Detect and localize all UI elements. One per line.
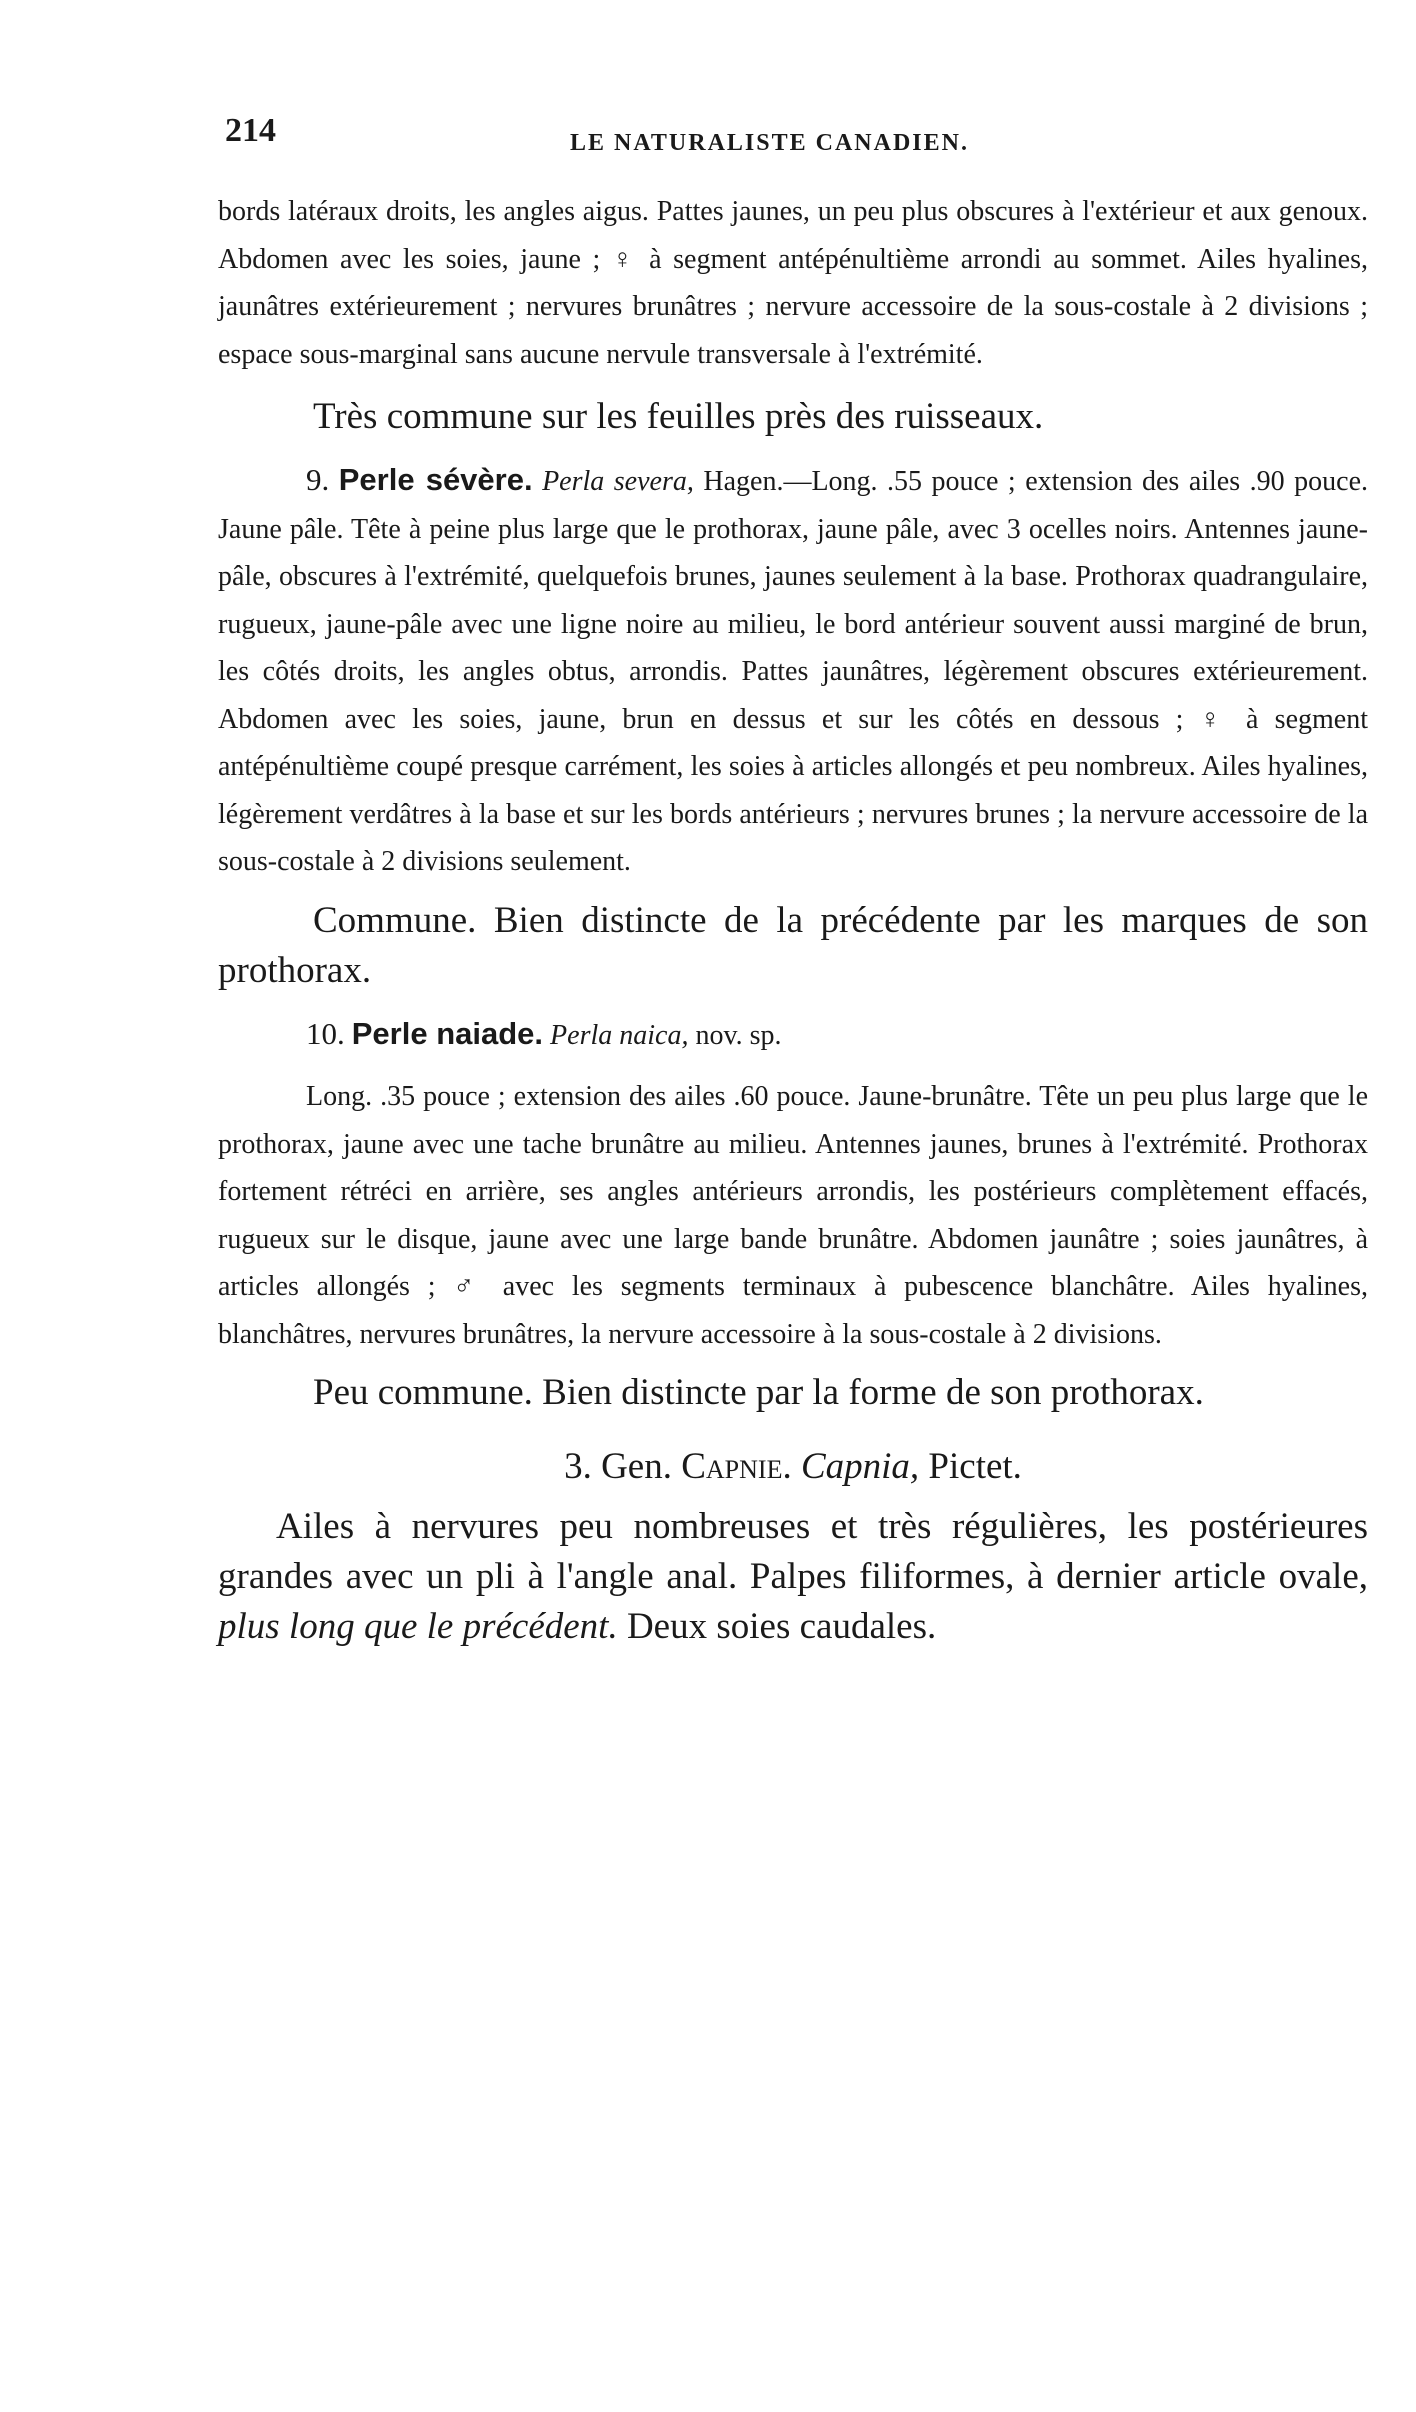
page-number: 214 [225,112,276,149]
species-description-10: Long. .35 pouce ; extension des ailes .60 pouce. Jaune-brunâtre. Tête un peu plus large que le prothorax, jaune avec une tache brunâtre au milieu. Antennes jaunes, brunes à l'extrémité. Prothorax fortement rétréci en arrière, ses angles antérieurs arrondis, les postérieurs complètement effacés, rugueux sur le disque, jaune avec une large bande brunâtre. Abdomen jaunâtre ; soies jaunâtres, à articles allongés ; ♂ avec les segments terminaux à pubescence blanchâtre. Ailes hyalines, blanchâtres, nervures brunâtres, la nervure accessoire à la sous-costale à 2 divisions. [218,1081,1368,1350]
genus-author: Pictet. [919,1446,1022,1487]
page-body [218,188,1368,1652]
species-status: nov. sp. [688,1019,782,1051]
habitat-note-8: Très commune sur les feuilles près des ruisseaux. [313,396,1044,437]
latin-name: Perla severa, [542,466,694,497]
species-entry-9 [218,456,1368,886]
running-title: LE NATURALISTE CANADIEN. [570,130,969,156]
genus-description-tail: Deux soies caudales. [617,1606,937,1647]
species-name: Perle naiade. [351,1015,544,1051]
genus-prefix: 3. Gen. [564,1446,672,1487]
species-name: Perle sévère. [338,462,533,497]
paragraph-continuation: bords latéraux droits, les angles aigus. Pattes jaunes, un peu plus obscures à l'extérieur et aux genoux. Abdomen avec les soies, jaune ; ♀ à segment antépénultième arrondi au sommet. Ailes hyalines, jaunâtres extérieurement ; nervures brunâtres ; nervure accessoire de la sous-costale à 2 divisions ; espace sous-marginal sans aucune nervule transversale à l'extrémité. [218,196,1368,370]
latin-name: Perla naica, [550,1019,689,1051]
genus-description-text: Ailes à nervures peu nombreuses et très régulières, les postérieures grandes avec un pli à l'angle anal. Palpes filiformes, à dernier article ovale, [218,1506,1368,1597]
genus-latin: Capnia, [800,1446,920,1487]
entry-number: 10. [306,1015,345,1051]
species-heading-10 [218,1010,1368,1060]
genus-name: Capnie. [681,1446,792,1487]
genus-description [218,1502,1368,1652]
genus-description-emphasis: plus long que le précédent. [218,1606,618,1647]
species-description: Hagen.—Long. .55 pouce ; extension des ailes .90 pouce. Jaune pâle. Tête à peine plus large que le prothorax, jaune pâle, avec 3 ocelles noirs. Antennes jaune-pâle, obscures à l'extrémité, quelquefois brunes, jaunes seulement à la base. Prothorax quadrangulaire, rugueux, jaune-pâle avec une ligne noire au milieu, le bord antérieur souvent aussi marginé de brun, les côtés droits, les angles obtus, arrondis. Pattes jaunâtres, légèrement obscures extérieurement. Abdomen avec les soies, jaune, brun en dessus et sur les côtés en dessous ; ♀ à segment antépénultième coupé presque carrément, les soies à articles allongés et peu nombreux. Ailes hyalines, légèrement verdâtres à la base et sur les bords antérieurs ; nervures brunes ; la nervure accessoire de la sous-costale à 2 divisions seulement. [218,466,1368,877]
entry-number: 9. [306,462,330,497]
genus-heading [218,1442,1368,1492]
habitat-note-9: Commune. Bien distincte de la précédente par les marques de son prothorax. [218,899,1368,991]
page-header [225,112,1385,162]
habitat-note-10: Peu commune. Bien distincte par la forme de son prothorax. [313,1372,1204,1413]
